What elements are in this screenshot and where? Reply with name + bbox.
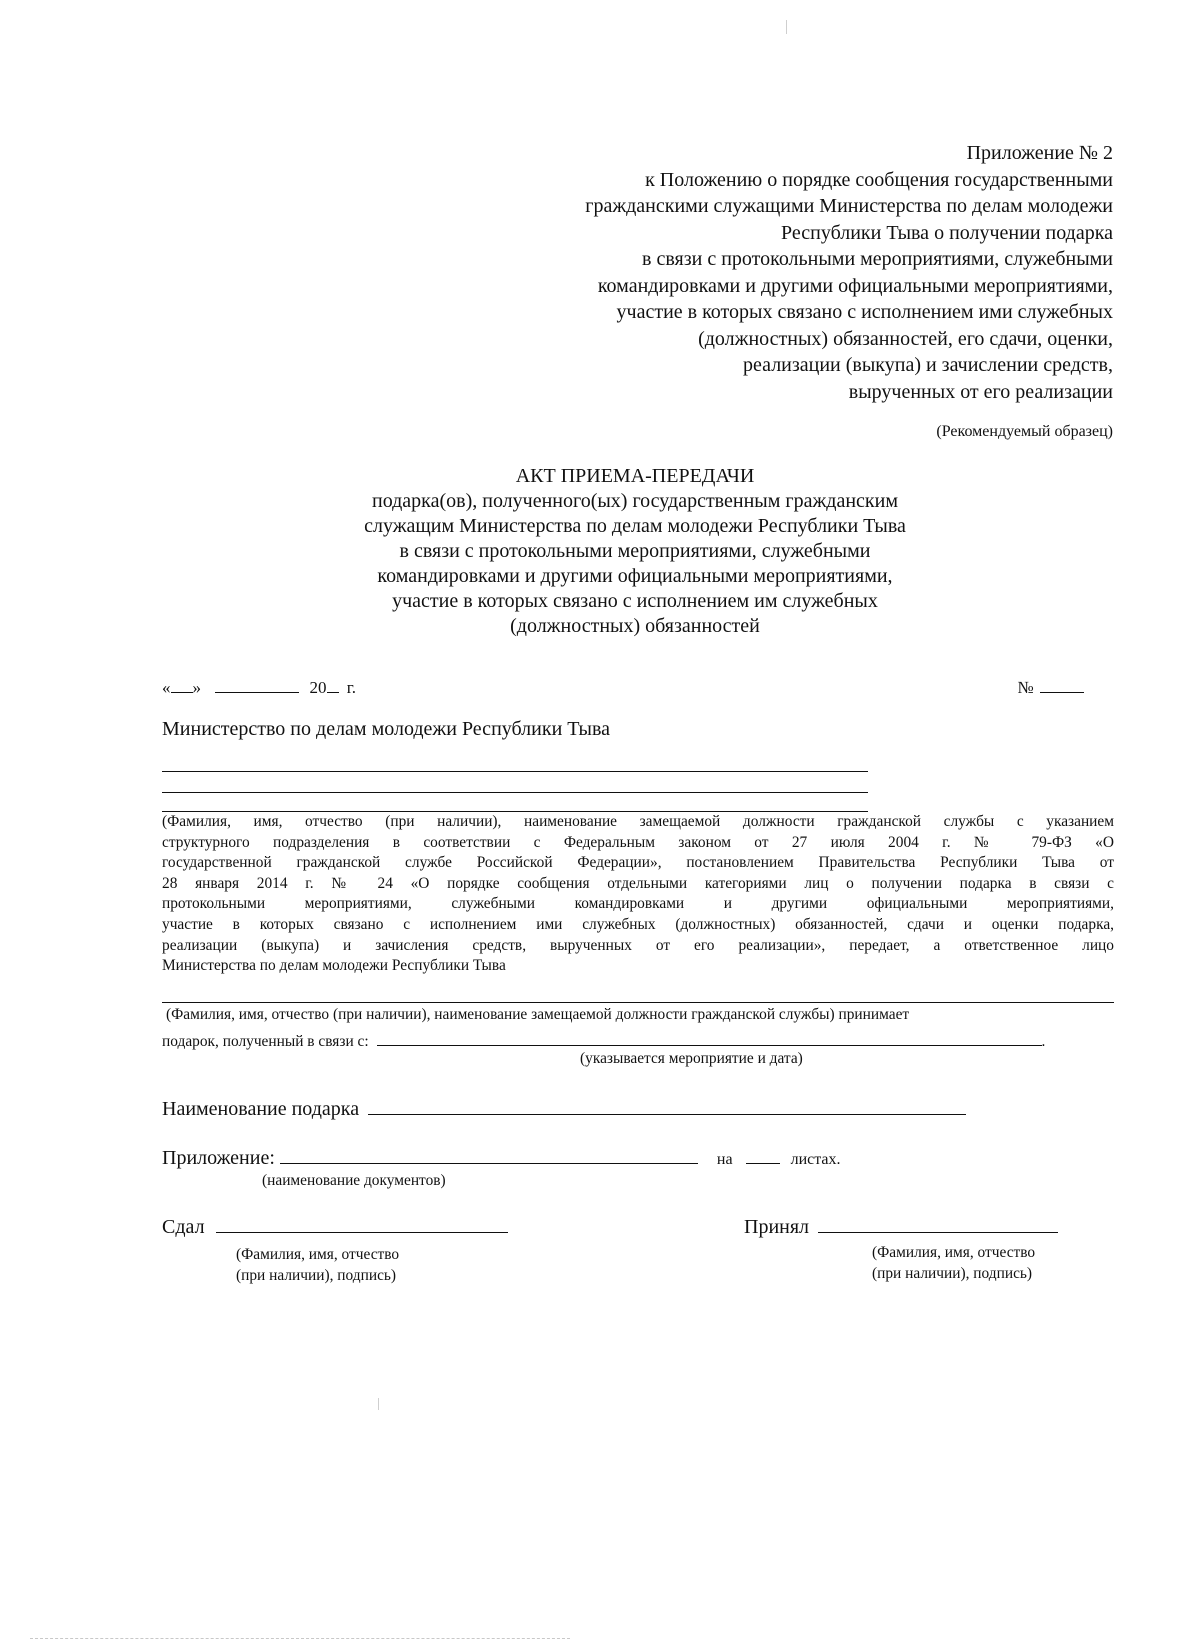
scan-speck [378, 1398, 379, 1410]
legal-paragraph [162, 812, 1114, 977]
appendix-header [473, 140, 1113, 405]
attachment-sheets-label: листах. [790, 1151, 841, 1168]
docs-note: (наименование документов) [262, 1172, 446, 1189]
accepted-note [872, 1242, 1035, 1284]
gift-name-blank[interactable] [368, 1094, 966, 1115]
event-note: (указывается мероприятие и дата) [580, 1050, 803, 1067]
act-subtitle-line: в связи с протокольными мероприятиями, служебными [399, 540, 871, 562]
open-quote: « [162, 678, 171, 697]
appendix-line: вырученных от его реализации [848, 380, 1113, 403]
paragraph-line: реализации (выкупа) и зачисления средств, вырученных от его реализации», передает, а ответственное лицо [162, 936, 1114, 954]
accepted-signature-blank[interactable] [818, 1214, 1058, 1233]
attachment-label: Приложение: [162, 1147, 275, 1169]
accepted-note-line: (при наличии), подпись) [872, 1265, 1033, 1282]
act-subtitle-line: командировками и другими официальными мероприятиями, [377, 565, 893, 587]
ministry-name: Министерство по делам молодежи Республики Тыва [162, 718, 610, 740]
paragraph-line: участие в которых связано с исполнением ими служебных (должностных) обязанностей, сдачи и оценки подарка, [162, 915, 1114, 933]
number-label: № [1017, 678, 1034, 697]
act-subtitle-line: (должностных) обязанностей [510, 615, 760, 637]
appendix-line: реализации (выкупа) и зачислении средств, [743, 354, 1113, 376]
act-subtitle-line: подарка(ов), полученного(ых) государственным гражданским [372, 490, 898, 512]
date-row [162, 676, 356, 698]
scan-speck [786, 20, 787, 34]
close-quote: » [192, 678, 201, 697]
receiver-line: (Фамилия, имя, отчество (при наличии), наименование замещаемой должности гражданской службы) принимает [166, 1006, 910, 1023]
act-subtitle-line: участие в которых связано с исполнением им служебных [392, 590, 878, 612]
month-blank[interactable] [215, 676, 299, 693]
accepted-row [744, 1214, 1058, 1239]
handed-label: Сдал [162, 1216, 205, 1238]
paragraph-line: (Фамилия, имя, отчество (при наличии), наименование замещаемой должности гражданской службы с указанием [162, 813, 1114, 830]
appendix-line: к Положению о порядке сообщения государственными [645, 168, 1113, 191]
paragraph-line: государственной гражданской службе Российской Федерации», постановлением Правительства Республики Тыва от [162, 854, 1114, 872]
year-blank[interactable] [327, 676, 339, 693]
appendix-line: гражданскими служащими Министерства по делам молодежи [585, 195, 1113, 217]
appendix-line: участие в которых связано с исполнением ими служебных [616, 301, 1113, 323]
gift-name-row [162, 1094, 966, 1121]
event-blank[interactable] [377, 1029, 1042, 1046]
attachment-row [162, 1145, 841, 1170]
act-number [1018, 676, 1084, 698]
gift-name-label: Наименование подарка [162, 1098, 360, 1120]
gift-received-label: подарок, полученный в связи с: [162, 1033, 369, 1050]
scan-edge [30, 1638, 570, 1639]
appendix-line: Приложение № 2 [966, 142, 1113, 164]
act-title [240, 464, 1030, 639]
sheets-count-blank[interactable] [746, 1149, 780, 1164]
sample-note: (Рекомендуемый образец) [936, 423, 1113, 440]
appendix-line: (должностных) обязанностей, его сдачи, оценки, [698, 327, 1113, 350]
paragraph-line: 28 января 2014 г. № 24 «О порядке сообщения отдельными категориями лиц о получении подарка в связи с [162, 874, 1114, 892]
gift-received-end: . [1041, 1033, 1046, 1050]
year-prefix: 20 [309, 678, 327, 697]
appendix-line: в связи с протокольными мероприятиями, служебными [642, 248, 1113, 270]
appendix-line: командировками и другими официальными мероприятиями, [597, 274, 1113, 297]
paragraph-line: структурного подразделения в соответствии с Федеральным законом от 27 июля 2004 г. № 79-ФЗ «О [162, 833, 1114, 851]
gift-received-row [162, 1029, 1045, 1051]
fill-line[interactable] [162, 1002, 1114, 1003]
fill-line[interactable] [162, 792, 868, 793]
handed-note-line: (Фамилия, имя, отчество [236, 1246, 400, 1263]
handed-note-line: (при наличии), подпись) [236, 1267, 397, 1284]
act-heading: АКТ ПРИЕМА-ПЕРЕДАЧИ [515, 465, 755, 487]
fill-line[interactable] [162, 771, 868, 772]
act-subtitle-line: служащим Министерства по делам молодежи Республики Тыва [364, 515, 906, 537]
attachment-blank[interactable] [280, 1145, 698, 1164]
attachment-on-label: на [716, 1151, 733, 1168]
paragraph-line: протокольными мероприятиями, служебными командировками и другими официальными мероприятиями, [162, 895, 1114, 913]
appendix-line: Республики Тыва о получении подарка [781, 221, 1113, 244]
accepted-label: Принял [744, 1216, 810, 1238]
number-blank[interactable] [1040, 676, 1084, 693]
paragraph-line: Министерства по делам молодежи Республики Тыва [162, 957, 506, 975]
day-blank[interactable] [171, 676, 193, 693]
accepted-note-line: (Фамилия, имя, отчество [872, 1244, 1036, 1261]
handed-row [162, 1214, 508, 1239]
handed-note [236, 1244, 399, 1286]
handed-signature-blank[interactable] [216, 1214, 508, 1233]
year-suffix: г. [346, 678, 357, 697]
